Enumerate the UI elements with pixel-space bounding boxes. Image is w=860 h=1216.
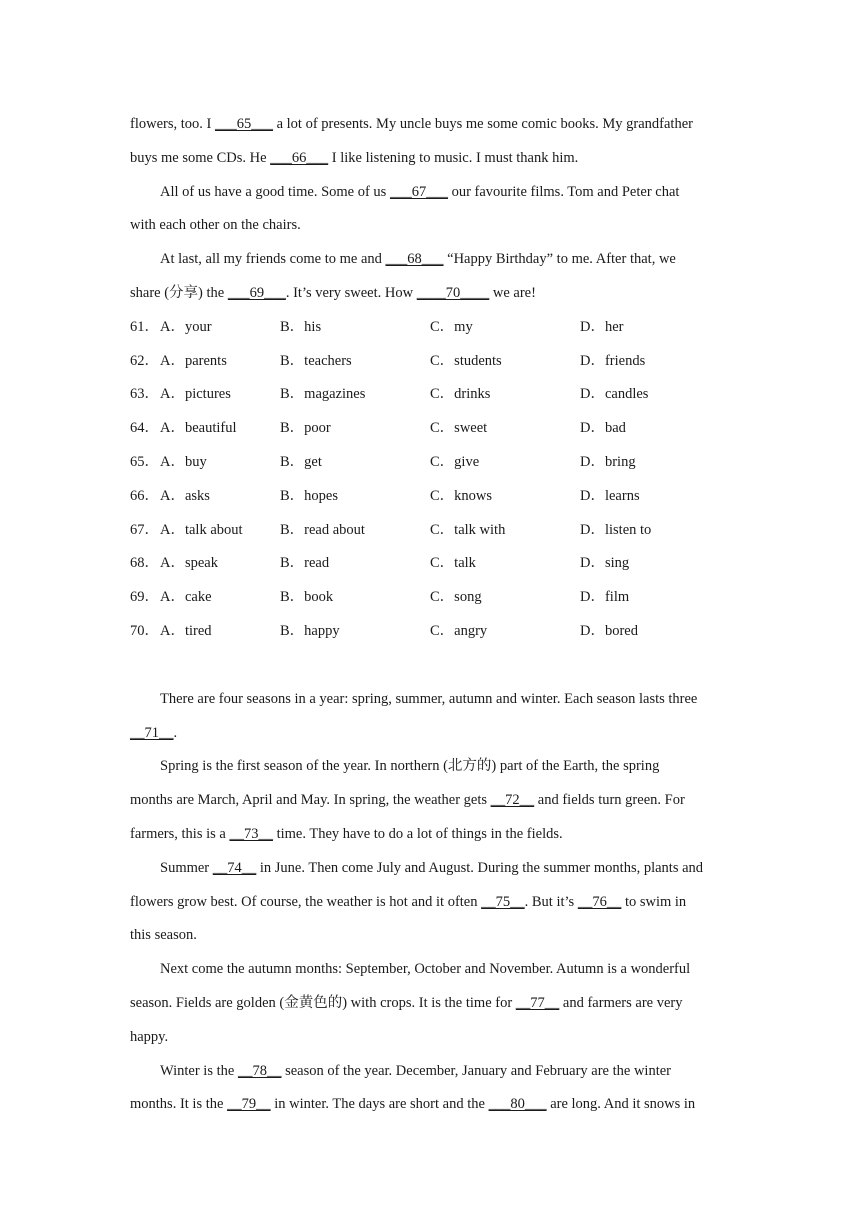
option-b: B．read about xyxy=(280,521,365,538)
option-a: A．beautiful xyxy=(160,420,237,437)
option-a: A．cake xyxy=(160,589,212,606)
text: this season. xyxy=(130,927,197,944)
passage-line xyxy=(130,176,730,210)
question-row xyxy=(130,446,730,480)
blank-80: ___80___ xyxy=(488,1096,547,1113)
passage-line xyxy=(130,142,730,176)
passage-line xyxy=(130,108,730,142)
option-c: C．sweet xyxy=(430,420,488,437)
blank-76: __76__ xyxy=(577,893,622,910)
options-list xyxy=(130,311,730,649)
question-row xyxy=(130,412,730,446)
question-number: 69． xyxy=(130,589,159,606)
question-number: 62． xyxy=(130,352,159,369)
section-gap xyxy=(130,649,730,683)
option-c: C．knows xyxy=(430,487,493,504)
blank-72: __72__ xyxy=(490,792,535,809)
text: Next come the autumn months: September, October and November. Autumn is a wonderful xyxy=(160,961,691,978)
question-number: 63． xyxy=(130,386,159,403)
option-c: C．drinks xyxy=(430,386,491,403)
option-b: B．teachers xyxy=(280,352,352,369)
option-c: C．talk xyxy=(430,555,476,572)
text: and farmers are very xyxy=(559,994,683,1011)
blank-68: ___68___ xyxy=(385,251,444,268)
passage-line xyxy=(130,784,730,818)
text: months are March, April and May. In spring, the weather gets xyxy=(130,792,491,809)
text: flowers, too. I xyxy=(130,116,215,132)
text: buys me some CDs. He xyxy=(130,149,271,166)
option-a: A．asks xyxy=(160,487,210,504)
blank-75: __75__ xyxy=(481,893,525,910)
option-d: D．candles xyxy=(580,386,649,403)
passage-line xyxy=(130,750,730,784)
passage-line xyxy=(130,818,730,852)
question-number: 70． xyxy=(130,622,159,639)
option-d: D．friends xyxy=(580,352,646,369)
text: . xyxy=(173,724,178,741)
blank-73: __73__ xyxy=(229,825,273,842)
option-a: A．tired xyxy=(160,622,212,639)
option-d: D．film xyxy=(580,589,630,606)
option-b: B．read xyxy=(280,555,330,572)
text: months. It is the xyxy=(130,1096,228,1113)
option-d: D．listen to xyxy=(580,521,652,538)
question-number: 68． xyxy=(130,555,159,572)
text: season. Fields are golden (金黄色的) with crops. It is the time for xyxy=(130,994,516,1011)
question-row xyxy=(130,581,730,615)
option-c: C．song xyxy=(430,589,482,606)
blank-69: ___69___ xyxy=(227,284,286,301)
question-row xyxy=(130,547,730,581)
question-number: 66． xyxy=(130,487,159,504)
text: There are four seasons in a year: spring, summer, autumn and winter. Each season lasts three xyxy=(160,690,698,707)
passage-line xyxy=(130,852,730,886)
option-b: B．happy xyxy=(280,622,340,639)
option-c: C．my xyxy=(430,318,473,335)
passage-line xyxy=(130,683,730,717)
passage-line xyxy=(130,1021,730,1055)
question-row xyxy=(130,615,730,649)
passage-line xyxy=(130,919,730,953)
blank-70: ____70____ xyxy=(416,284,490,301)
option-b: B．poor xyxy=(280,420,331,437)
option-b: B．magazines xyxy=(280,386,366,403)
question-row xyxy=(130,480,730,514)
blank-65: ___65___ xyxy=(214,116,273,132)
passage-line xyxy=(130,886,730,920)
text: flowers grow best. Of course, the weather is hot and it often xyxy=(130,893,482,910)
option-d: D．bored xyxy=(580,622,638,639)
text: we are! xyxy=(489,284,536,301)
question-number: 64． xyxy=(130,420,159,437)
text: with each other on the chairs. xyxy=(130,217,301,234)
blank-77: __77__ xyxy=(515,994,560,1011)
passage-line xyxy=(130,1088,730,1122)
blank-67: ___67___ xyxy=(389,183,448,200)
text: our favourite films. Tom and Peter chat xyxy=(447,183,680,200)
text: in winter. The days are short and the xyxy=(270,1096,489,1113)
blank-66: ___66___ xyxy=(270,149,329,166)
blank-79: __79__ xyxy=(227,1096,271,1113)
passage-line xyxy=(130,953,730,987)
text: All of us have a good time. Some of us xyxy=(160,183,390,200)
question-number: 67． xyxy=(130,521,159,538)
document-page xyxy=(130,108,730,1122)
option-a: A．speak xyxy=(160,555,218,572)
passage-line xyxy=(130,717,730,751)
text: . It’s very sweet. How xyxy=(285,284,417,301)
question-row xyxy=(130,378,730,412)
option-b: B．get xyxy=(280,453,322,470)
option-d: D．learns xyxy=(580,487,640,504)
option-a: A．parents xyxy=(160,352,227,369)
option-c: C．students xyxy=(430,352,502,369)
option-d: D．her xyxy=(580,318,624,335)
option-d: D．sing xyxy=(580,555,630,572)
text: are long. And it snows in xyxy=(546,1096,696,1113)
text: in June. Then come July and August. During the summer months, plants and xyxy=(256,859,704,876)
passage-line xyxy=(130,987,730,1021)
passage-line xyxy=(130,209,730,243)
text: to swim in xyxy=(621,893,687,910)
option-a: A．pictures xyxy=(160,386,231,403)
option-a: A．talk about xyxy=(160,521,243,538)
passage-line xyxy=(130,277,730,311)
text: share (分享) the xyxy=(130,284,228,301)
text: “Happy Birthday” to me. After that, we xyxy=(443,251,676,268)
text: Summer xyxy=(160,859,213,876)
blank-71: __71__ xyxy=(130,724,174,741)
text: season of the year. December, January and February are the winter xyxy=(281,1062,671,1079)
blank-74: __74__ xyxy=(212,859,257,876)
option-c: C．angry xyxy=(430,622,488,639)
text: and fields turn green. For xyxy=(534,792,685,809)
text: happy. xyxy=(130,1028,169,1045)
option-c: C．give xyxy=(430,453,480,470)
question-number: 65． xyxy=(130,453,159,470)
text: Spring is the first season of the year. In northern (北方的) part of the Earth, the spring xyxy=(160,758,660,775)
blank-78: __78__ xyxy=(237,1062,282,1079)
option-a: A．your xyxy=(160,318,212,335)
option-d: D．bring xyxy=(580,453,636,470)
option-d: D．bad xyxy=(580,420,626,437)
text: farmers, this is a xyxy=(130,825,230,842)
text: . But it’s xyxy=(524,893,578,910)
text: At last, all my friends come to me and xyxy=(160,251,386,268)
option-b: B．hopes xyxy=(280,487,338,504)
text: a lot of presents. My uncle buys me some comic books. My grandfather xyxy=(272,116,693,132)
question-row xyxy=(130,311,730,345)
text: time. They have to do a lot of things in the fields. xyxy=(272,825,563,842)
question-number: 61． xyxy=(130,318,159,335)
passage-line xyxy=(130,1055,730,1089)
question-row xyxy=(130,514,730,548)
question-row xyxy=(130,345,730,379)
passage-line xyxy=(130,243,730,277)
text: I like listening to music. I must thank him. xyxy=(328,149,579,166)
option-b: B．book xyxy=(280,589,334,606)
text: Winter is the xyxy=(160,1062,238,1079)
option-b: B．his xyxy=(280,318,322,335)
option-a: A．buy xyxy=(160,453,207,470)
option-c: C．talk with xyxy=(430,521,506,538)
